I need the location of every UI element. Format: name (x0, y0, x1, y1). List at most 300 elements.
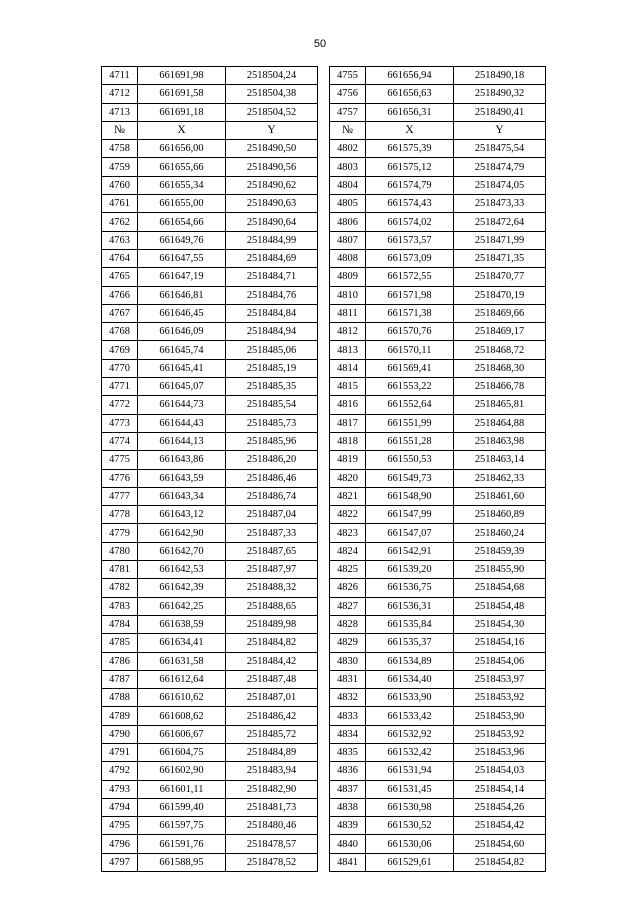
cell-y-right: 2518471,99 (454, 231, 546, 249)
cell-num-right: 4817 (330, 414, 366, 432)
cell-y-left: 2518489,98 (226, 615, 318, 633)
cell-y-left: 2518490,63 (226, 195, 318, 213)
table-row (102, 542, 546, 560)
cell-y-left: 2518484,84 (226, 304, 318, 322)
table-row (102, 67, 546, 85)
table-row (102, 432, 546, 450)
cell-num-right: 4835 (330, 743, 366, 761)
column-gap (318, 432, 330, 450)
header-num-right: № (330, 121, 366, 139)
cell-y-left: 2518486,74 (226, 487, 318, 505)
cell-y-left: 2518484,99 (226, 231, 318, 249)
cell-y-left: 2518487,97 (226, 561, 318, 579)
cell-y-left: 2518504,38 (226, 85, 318, 103)
cell-y-right: 2518453,92 (454, 725, 546, 743)
cell-x-right: 661533,42 (366, 707, 454, 725)
cell-y-right: 2518453,92 (454, 689, 546, 707)
cell-x-right: 661572,55 (366, 268, 454, 286)
cell-x-right: 661531,45 (366, 780, 454, 798)
cell-y-left: 2518485,19 (226, 359, 318, 377)
cell-x-right: 661532,42 (366, 743, 454, 761)
cell-num-right: 4804 (330, 176, 366, 194)
cell-x-right: 661552,64 (366, 396, 454, 414)
cell-x-left: 661642,25 (138, 597, 226, 615)
cell-num-right: 4838 (330, 798, 366, 816)
column-gap (318, 323, 330, 341)
cell-x-right: 661553,22 (366, 378, 454, 396)
cell-num-right: 4809 (330, 268, 366, 286)
cell-y-right: 2518469,17 (454, 323, 546, 341)
cell-num-right: 4813 (330, 341, 366, 359)
cell-x-left: 661599,40 (138, 798, 226, 816)
cell-x-right: 661535,84 (366, 615, 454, 633)
cell-x-right: 661570,11 (366, 341, 454, 359)
table-row (102, 451, 546, 469)
cell-y-right: 2518460,24 (454, 524, 546, 542)
cell-x-right: 661574,02 (366, 213, 454, 231)
cell-num-left: 4772 (102, 396, 138, 414)
table-row (102, 249, 546, 267)
column-gap (318, 689, 330, 707)
cell-num-left: 4769 (102, 341, 138, 359)
cell-y-right: 2518455,90 (454, 561, 546, 579)
cell-x-right: 661575,12 (366, 158, 454, 176)
cell-x-right: 661547,07 (366, 524, 454, 542)
cell-num-left: 4773 (102, 414, 138, 432)
cell-x-left: 661612,64 (138, 670, 226, 688)
cell-x-left: 661642,53 (138, 561, 226, 579)
cell-num-right: 4827 (330, 597, 366, 615)
cell-x-right: 661573,09 (366, 249, 454, 267)
cell-y-right: 2518460,89 (454, 506, 546, 524)
cell-num-right: 4840 (330, 835, 366, 853)
cell-y-left: 2518486,46 (226, 469, 318, 487)
cell-num-left: 4775 (102, 451, 138, 469)
cell-y-left: 2518485,06 (226, 341, 318, 359)
column-gap (318, 780, 330, 798)
cell-num-left: 4786 (102, 652, 138, 670)
page-number: 50 (313, 38, 327, 50)
cell-y-right: 2518454,68 (454, 579, 546, 597)
column-gap (318, 487, 330, 505)
cell-y-left: 2518486,20 (226, 451, 318, 469)
cell-y-right: 2518459,39 (454, 542, 546, 560)
cell-x-left: 661588,95 (138, 853, 226, 871)
cell-num-right: 4837 (330, 780, 366, 798)
cell-num-right: 4818 (330, 432, 366, 450)
cell-x-left: 661591,76 (138, 835, 226, 853)
cell-x-right: 661534,40 (366, 670, 454, 688)
cell-y-left: 2518482,90 (226, 780, 318, 798)
table-row (102, 597, 546, 615)
cell-y-right: 2518453,97 (454, 670, 546, 688)
cell-y-left: 2518484,69 (226, 249, 318, 267)
cell-x-left: 661642,39 (138, 579, 226, 597)
column-gap (318, 286, 330, 304)
column-gap (318, 396, 330, 414)
cell-num-left: 4776 (102, 469, 138, 487)
cell-num-left: 4760 (102, 176, 138, 194)
cell-num-left: 4758 (102, 140, 138, 158)
cell-y-right: 2518473,33 (454, 195, 546, 213)
column-gap (318, 652, 330, 670)
cell-y-right: 2518490,41 (454, 103, 546, 121)
cell-y-right: 2518454,82 (454, 853, 546, 871)
cell-num-right: 4820 (330, 469, 366, 487)
cell-num-right: 4812 (330, 323, 366, 341)
table-row (102, 634, 546, 652)
cell-y-right: 2518454,16 (454, 634, 546, 652)
cell-x-right: 661536,75 (366, 579, 454, 597)
table-row (102, 359, 546, 377)
table-row (102, 743, 546, 761)
cell-num-right: 4834 (330, 725, 366, 743)
cell-x-left: 661647,55 (138, 249, 226, 267)
header-x-right: X (366, 121, 454, 139)
cell-num-right: 4755 (330, 67, 366, 85)
cell-x-right: 661535,37 (366, 634, 454, 652)
cell-x-left: 661691,58 (138, 85, 226, 103)
cell-num-right: 4806 (330, 213, 366, 231)
column-gap (318, 414, 330, 432)
table-row (102, 213, 546, 231)
cell-x-left: 661604,75 (138, 743, 226, 761)
cell-y-left: 2518484,76 (226, 286, 318, 304)
cell-x-left: 661610,62 (138, 689, 226, 707)
table-row (102, 323, 546, 341)
cell-num-right: 4807 (330, 231, 366, 249)
column-gap (318, 835, 330, 853)
cell-y-left: 2518485,35 (226, 378, 318, 396)
table-body-top (102, 67, 546, 122)
table-row (102, 286, 546, 304)
column-gap (318, 378, 330, 396)
table-row (102, 140, 546, 158)
cell-y-right: 2518469,66 (454, 304, 546, 322)
cell-x-left: 661601,11 (138, 780, 226, 798)
cell-num-left: 4767 (102, 304, 138, 322)
cell-num-left: 4785 (102, 634, 138, 652)
cell-x-right: 661571,38 (366, 304, 454, 322)
cell-x-right: 661569,41 (366, 359, 454, 377)
column-gap (318, 451, 330, 469)
column-gap (318, 140, 330, 158)
cell-x-right: 661539,20 (366, 561, 454, 579)
cell-x-left: 661645,74 (138, 341, 226, 359)
cell-num-left: 4791 (102, 743, 138, 761)
cell-y-left: 2518484,71 (226, 268, 318, 286)
cell-y-left: 2518485,54 (226, 396, 318, 414)
cell-y-right: 2518454,30 (454, 615, 546, 633)
column-gap (318, 176, 330, 194)
cell-x-right: 661530,06 (366, 835, 454, 853)
column-gap (318, 341, 330, 359)
header-y-right: Y (454, 121, 546, 139)
cell-y-left: 2518485,96 (226, 432, 318, 450)
column-gap (318, 597, 330, 615)
column-gap (318, 542, 330, 560)
column-gap (318, 158, 330, 176)
cell-num-left: 4762 (102, 213, 138, 231)
table-row (102, 707, 546, 725)
cell-y-left: 2518484,82 (226, 634, 318, 652)
cell-x-left: 661656,00 (138, 140, 226, 158)
cell-x-left: 661645,07 (138, 378, 226, 396)
cell-x-right: 661656,63 (366, 85, 454, 103)
cell-x-left: 661631,58 (138, 652, 226, 670)
cell-num-right: 4757 (330, 103, 366, 121)
cell-y-left: 2518487,48 (226, 670, 318, 688)
cell-y-left: 2518490,62 (226, 176, 318, 194)
cell-num-left: 4784 (102, 615, 138, 633)
cell-y-left: 2518484,89 (226, 743, 318, 761)
cell-x-left: 661606,67 (138, 725, 226, 743)
table-row (102, 487, 546, 505)
cell-x-left: 661602,90 (138, 762, 226, 780)
table-row (102, 268, 546, 286)
cell-x-left: 661642,70 (138, 542, 226, 560)
cell-x-right: 661573,57 (366, 231, 454, 249)
table-row (102, 835, 546, 853)
header-y-left: Y (226, 121, 318, 139)
cell-num-left: 4788 (102, 689, 138, 707)
cell-num-right: 4836 (330, 762, 366, 780)
table-row (102, 396, 546, 414)
cell-num-right: 4808 (330, 249, 366, 267)
table-row (102, 85, 546, 103)
cell-num-left: 4712 (102, 85, 138, 103)
cell-x-right: 661574,79 (366, 176, 454, 194)
cell-x-right: 661551,28 (366, 432, 454, 450)
cell-x-right: 661536,31 (366, 597, 454, 615)
cell-y-right: 2518474,79 (454, 158, 546, 176)
cell-num-left: 4765 (102, 268, 138, 286)
cell-y-left: 2518485,72 (226, 725, 318, 743)
cell-y-right: 2518454,48 (454, 597, 546, 615)
table-row (102, 378, 546, 396)
table-row (102, 524, 546, 542)
cell-num-left: 4771 (102, 378, 138, 396)
cell-y-right: 2518454,03 (454, 762, 546, 780)
cell-x-right: 661530,52 (366, 817, 454, 835)
cell-y-right: 2518454,26 (454, 798, 546, 816)
cell-x-left: 661646,45 (138, 304, 226, 322)
column-gap (318, 103, 330, 121)
cell-x-right: 661533,90 (366, 689, 454, 707)
column-gap (318, 268, 330, 286)
cell-y-right: 2518490,32 (454, 85, 546, 103)
table-row (102, 341, 546, 359)
cell-num-right: 4828 (330, 615, 366, 633)
cell-num-left: 4796 (102, 835, 138, 853)
cell-x-right: 661575,39 (366, 140, 454, 158)
cell-num-left: 4764 (102, 249, 138, 267)
table-row (102, 195, 546, 213)
cell-y-right: 2518472,64 (454, 213, 546, 231)
cell-y-right: 2518468,72 (454, 341, 546, 359)
cell-x-left: 661642,90 (138, 524, 226, 542)
column-gap (318, 213, 330, 231)
cell-y-left: 2518487,65 (226, 542, 318, 560)
cell-x-right: 661551,99 (366, 414, 454, 432)
cell-y-left: 2518481,73 (226, 798, 318, 816)
cell-x-left: 661634,41 (138, 634, 226, 652)
cell-y-right: 2518454,14 (454, 780, 546, 798)
cell-num-right: 4832 (330, 689, 366, 707)
cell-x-left: 661646,81 (138, 286, 226, 304)
column-gap (318, 524, 330, 542)
cell-num-left: 4711 (102, 67, 138, 85)
column-gap (318, 853, 330, 871)
cell-x-right: 661550,53 (366, 451, 454, 469)
cell-num-left: 4779 (102, 524, 138, 542)
cell-num-left: 4782 (102, 579, 138, 597)
cell-y-left: 2518488,32 (226, 579, 318, 597)
column-gap (318, 670, 330, 688)
cell-y-right: 2518470,19 (454, 286, 546, 304)
cell-y-left: 2518486,42 (226, 707, 318, 725)
cell-num-right: 4810 (330, 286, 366, 304)
cell-num-left: 4787 (102, 670, 138, 688)
table-row (102, 414, 546, 432)
cell-x-left: 661691,18 (138, 103, 226, 121)
cell-y-right: 2518470,77 (454, 268, 546, 286)
column-gap (318, 615, 330, 633)
cell-num-left: 4793 (102, 780, 138, 798)
cell-y-right: 2518463,98 (454, 432, 546, 450)
cell-num-left: 4783 (102, 597, 138, 615)
column-gap (318, 762, 330, 780)
cell-num-left: 4770 (102, 359, 138, 377)
table-row (102, 158, 546, 176)
cell-num-right: 4826 (330, 579, 366, 597)
cell-y-left: 2518478,52 (226, 853, 318, 871)
column-gap (318, 67, 330, 85)
table-body-main (102, 140, 546, 872)
cell-num-left: 4789 (102, 707, 138, 725)
table-row (102, 762, 546, 780)
cell-num-right: 4841 (330, 853, 366, 871)
cell-num-right: 4824 (330, 542, 366, 560)
column-gap (318, 817, 330, 835)
column-gap (318, 707, 330, 725)
cell-num-left: 4768 (102, 323, 138, 341)
column-gap (318, 249, 330, 267)
table-row (102, 469, 546, 487)
cell-y-left: 2518504,52 (226, 103, 318, 121)
table-row (102, 561, 546, 579)
cell-num-left: 4713 (102, 103, 138, 121)
cell-num-right: 4816 (330, 396, 366, 414)
cell-y-right: 2518454,06 (454, 652, 546, 670)
cell-num-right: 4825 (330, 561, 366, 579)
cell-y-right: 2518453,90 (454, 707, 546, 725)
table-row (102, 103, 546, 121)
column-gap (318, 634, 330, 652)
cell-y-left: 2518487,33 (226, 524, 318, 542)
cell-num-right: 4811 (330, 304, 366, 322)
cell-y-left: 2518490,56 (226, 158, 318, 176)
cell-x-left: 661644,73 (138, 396, 226, 414)
table-row (102, 506, 546, 524)
cell-num-right: 4821 (330, 487, 366, 505)
column-gap (318, 506, 330, 524)
cell-num-right: 4823 (330, 524, 366, 542)
cell-x-right: 661570,76 (366, 323, 454, 341)
cell-x-left: 661643,34 (138, 487, 226, 505)
cell-x-left: 661608,62 (138, 707, 226, 725)
column-gap (318, 725, 330, 743)
cell-num-right: 4822 (330, 506, 366, 524)
cell-num-right: 4756 (330, 85, 366, 103)
table-row (102, 780, 546, 798)
cell-num-left: 4781 (102, 561, 138, 579)
cell-num-left: 4766 (102, 286, 138, 304)
cell-x-right: 661529,61 (366, 853, 454, 871)
column-gap (318, 195, 330, 213)
cell-y-left: 2518484,94 (226, 323, 318, 341)
table-row (102, 725, 546, 743)
cell-x-right: 661530,98 (366, 798, 454, 816)
cell-y-right: 2518474,05 (454, 176, 546, 194)
cell-num-left: 4797 (102, 853, 138, 871)
cell-num-left: 4794 (102, 798, 138, 816)
cell-x-left: 661655,00 (138, 195, 226, 213)
cell-y-right: 2518466,78 (454, 378, 546, 396)
cell-x-right: 661542,91 (366, 542, 454, 560)
cell-num-left: 4774 (102, 432, 138, 450)
column-gap (318, 469, 330, 487)
cell-y-left: 2518484,42 (226, 652, 318, 670)
cell-y-right: 2518465,81 (454, 396, 546, 414)
cell-num-right: 4805 (330, 195, 366, 213)
cell-x-left: 661649,76 (138, 231, 226, 249)
table-row (102, 615, 546, 633)
cell-num-right: 4829 (330, 634, 366, 652)
cell-y-left: 2518488,65 (226, 597, 318, 615)
cell-y-left: 2518487,01 (226, 689, 318, 707)
cell-x-left: 661597,75 (138, 817, 226, 835)
header-row (102, 121, 546, 139)
cell-y-right: 2518468,30 (454, 359, 546, 377)
cell-num-right: 4802 (330, 140, 366, 158)
cell-num-left: 4777 (102, 487, 138, 505)
table-row (102, 231, 546, 249)
cell-x-left: 661643,12 (138, 506, 226, 524)
cell-y-left: 2518487,04 (226, 506, 318, 524)
cell-num-left: 4792 (102, 762, 138, 780)
cell-num-right: 4831 (330, 670, 366, 688)
cell-y-left: 2518504,24 (226, 67, 318, 85)
cell-x-left: 661643,86 (138, 451, 226, 469)
cell-y-right: 2518461,60 (454, 487, 546, 505)
cell-y-right: 2518454,42 (454, 817, 546, 835)
coordinates-table (101, 66, 546, 872)
column-gap (318, 304, 330, 322)
table-row (102, 817, 546, 835)
cell-num-right: 4803 (330, 158, 366, 176)
cell-num-right: 4839 (330, 817, 366, 835)
cell-num-left: 4795 (102, 817, 138, 835)
cell-y-right: 2518463,14 (454, 451, 546, 469)
cell-x-left: 661655,66 (138, 158, 226, 176)
table-row (102, 652, 546, 670)
cell-x-right: 661574,43 (366, 195, 454, 213)
cell-x-left: 661643,59 (138, 469, 226, 487)
cell-y-left: 2518485,73 (226, 414, 318, 432)
table-row (102, 853, 546, 871)
cell-x-right: 661534,89 (366, 652, 454, 670)
